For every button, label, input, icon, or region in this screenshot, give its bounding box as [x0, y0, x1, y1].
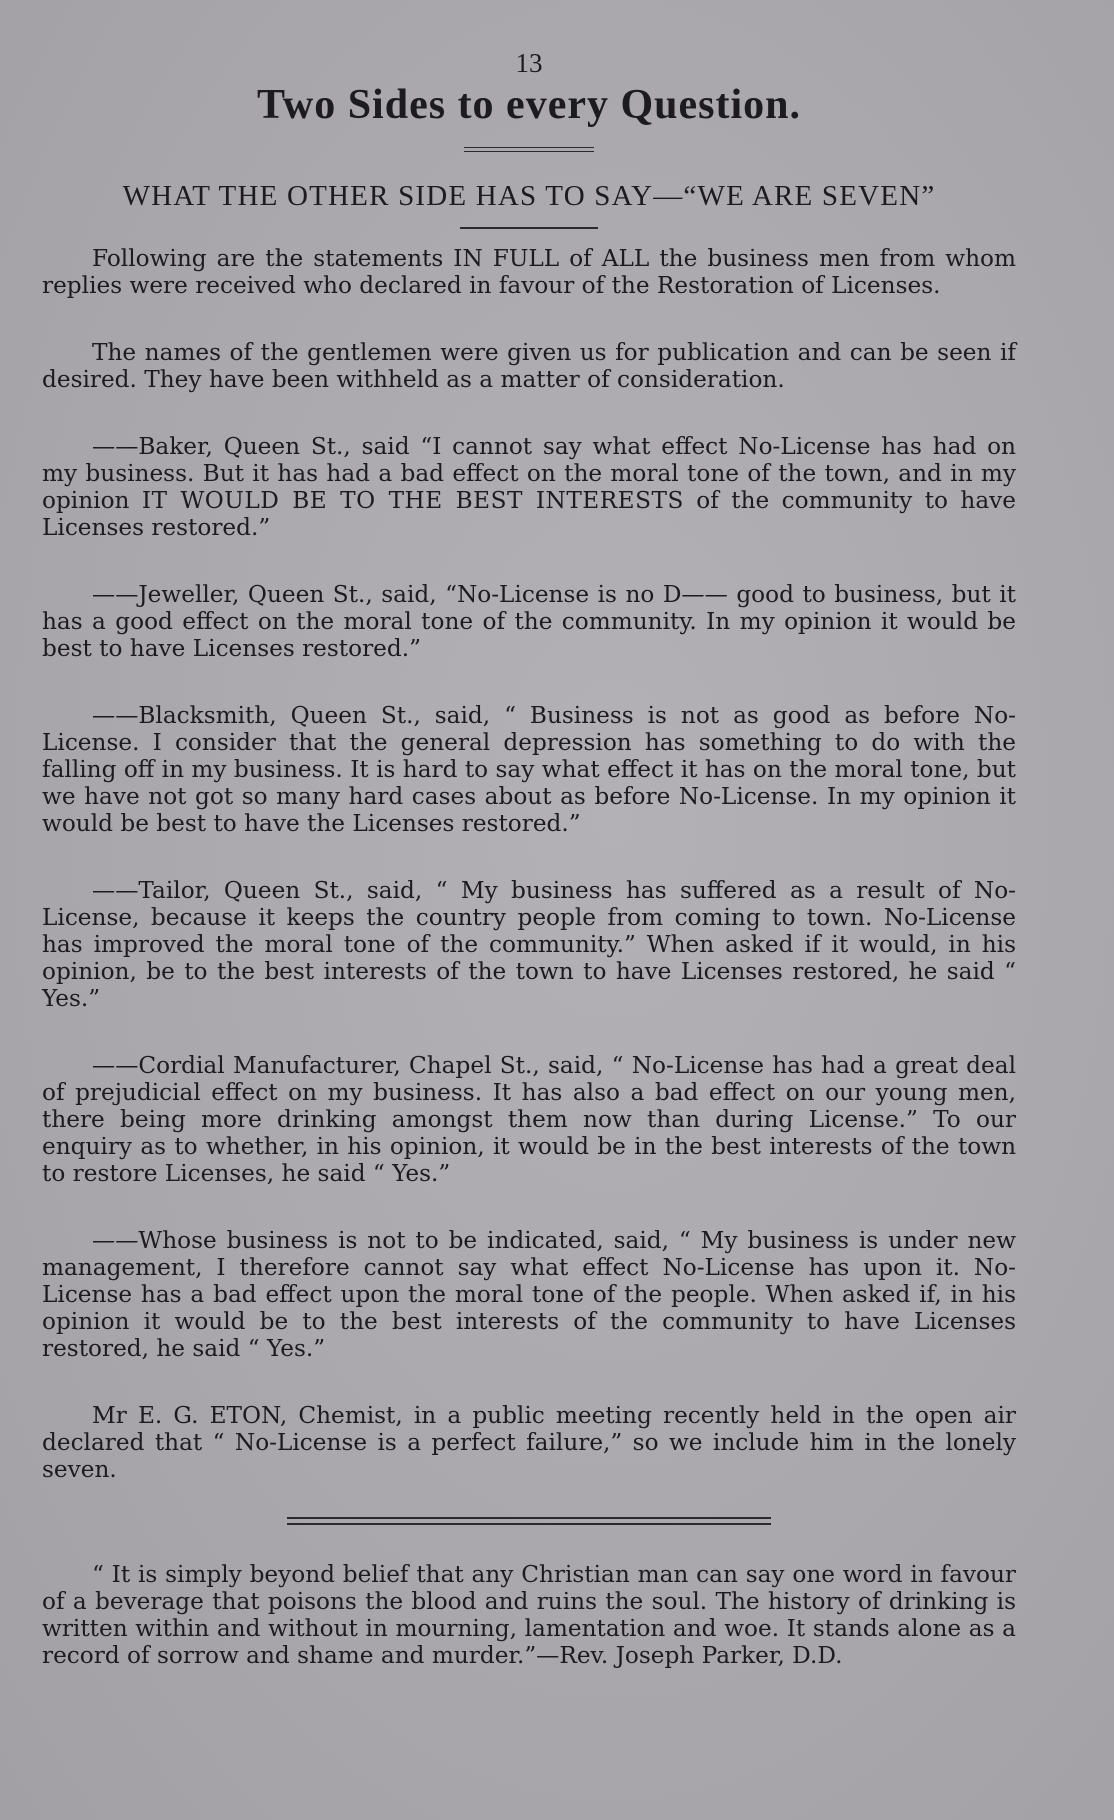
- intro-paragraph: Following are the statements IN FULL of ALL the business men from whom replies were received who declared in favour of the Restoration of Licenses.: [42, 245, 1016, 299]
- statement-baker-text: ——Baker, Queen St., said “I cannot say what effect No-License has had on my business. But it has had a bad effect on the moral tone of the town, and in my opinion: [42, 433, 1016, 514]
- statement-blacksmith: ——Blacksmith, Queen St., said, “ Business is not as good as before No-License. I consider that the general depression has something to do with the falling off in my business. It is hard to say what effect it has on the moral tone, but we have not got so many hard cases about as before No-License. In my opinion it would be best to have the Licenses restored.”: [42, 702, 1016, 837]
- statement-chemist: Mr E. G. ETON, Chemist, in a public meeting recently held in the open air declared that “ No-License is a perfect failure,” so we include him in the lonely seven.: [42, 1402, 1016, 1483]
- statement-unnamed-business: ——Whose business is not to be indicated, said, “ My business is under new management, I therefore cannot say what effect No-License has upon it. No-License has a bad effect upon the moral tone of the people. When asked if, in his opinion it would be to the best interests of the community to have Licenses restored, he said “ Yes.”: [42, 1227, 1016, 1362]
- names-paragraph: The names of the gentlemen were given us for publication and can be seen if desired. They have been withheld as a matter of consideration.: [42, 339, 1016, 393]
- heading-divider: [460, 227, 598, 229]
- page-title: Two Sides to every Question.: [256, 82, 802, 128]
- closing-quote: “ It is simply beyond belief that any Christian man can say one word in favour of a beverage that poisons the blood and ruins the soul. The history of drinking is written within and without in mourning, lamentation and woe. It stands alone as a record of sorrow and shame and murder.”—Rev. Joseph Parker, D.D.: [42, 1561, 1016, 1669]
- closing-divider: [287, 1517, 771, 1525]
- statement-cordial-manufacturer: ——Cordial Manufacturer, Chapel St., said, “ No-License has had a great deal of prejudicial effect on my business. It has also a bad effect on our young men, there being more drinking amongst them now than during License.” To our enquiry as to whether, in his opinion, it would be in the best interests of the town to restore Licenses, he said “ Yes.”: [42, 1052, 1016, 1187]
- statement-tailor: ——Tailor, Queen St., said, “ My business has suffered as a result of No-License, because it keeps the country people from coming to town. No-License has improved the moral tone of the community.” When asked if it would, in his opinion, be to the best interests of the town to have Licenses restored, he said “ Yes.”: [42, 877, 1016, 1012]
- statement-baker-text-end: of the community to have Licenses restored.”: [42, 487, 1016, 541]
- section-heading: WHAT THE OTHER SIDE HAS TO SAY—“WE ARE SEVEN”: [122, 180, 936, 212]
- page-number: 13: [515, 48, 543, 78]
- statement-baker-emphasis: IT WOULD BE TO THE BEST INTERESTS: [141, 487, 684, 514]
- statement-baker: [42, 433, 1016, 541]
- title-divider: [464, 147, 594, 152]
- statement-jeweller: ——Jeweller, Queen St., said, “No-License is no D—— good to business, but it has a good effect on the moral tone of the community. In my opinion it would be best to have Licenses restored.”: [42, 581, 1016, 662]
